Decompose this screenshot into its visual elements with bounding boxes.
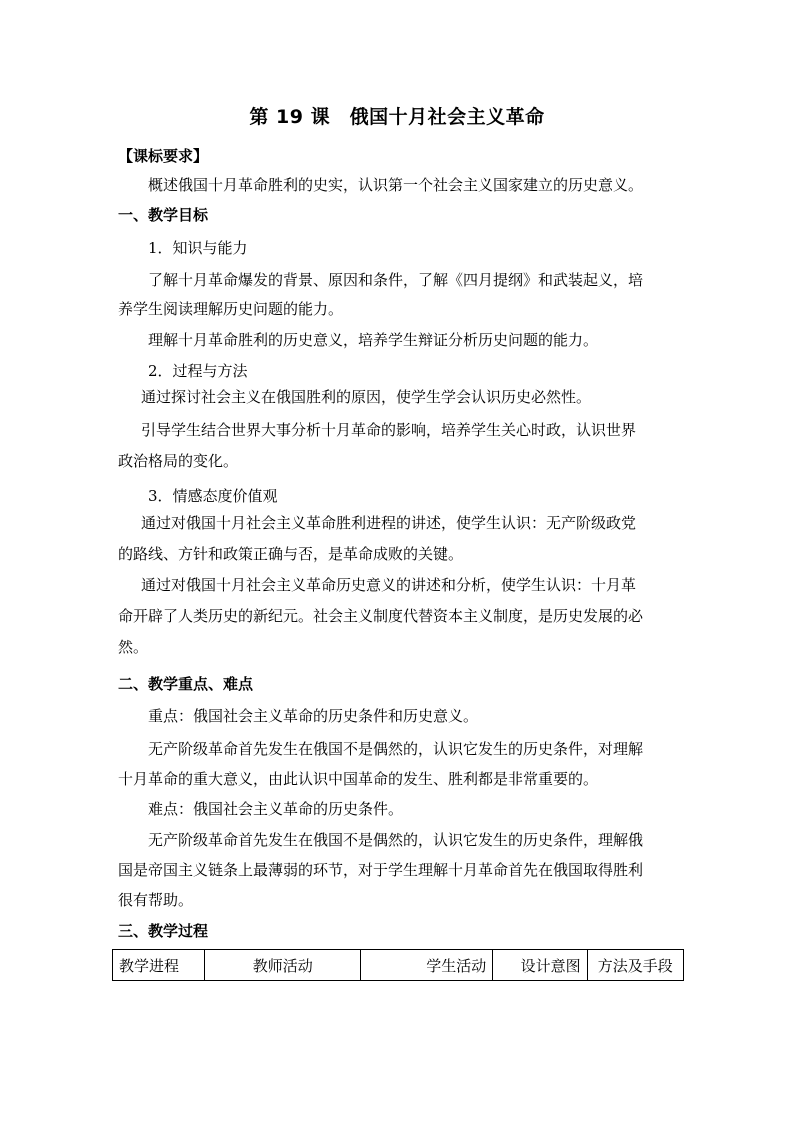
process-paragraph-1: 通过探讨社会主义在俄国胜利的原因，使学生学会认识历史必然性。 <box>141 388 592 406</box>
emotion-paragraph-2-line-2: 命开辟了人类历史的新纪元。社会主义制度代替资本主义制度，是历史发展的必 <box>118 607 644 625</box>
keypoint-difficulty-detail-line-1: 无产阶级革命首先发生在俄国不是偶然的，认识它发生的历史条件，理解俄 <box>148 831 644 849</box>
process-paragraph-2-line-2: 政治格局的变化。 <box>118 452 239 470</box>
column-header-student: 学生活动 <box>361 950 493 981</box>
knowledge-label: 1．知识与能力 <box>148 239 248 257</box>
keypoint-focus-detail-line-1: 无产阶级革命首先发生在俄国不是偶然的，认识它发生的历史条件，对理解 <box>148 740 644 758</box>
process-label: 2．过程与方法 <box>148 362 248 380</box>
standard-text: 概述俄国十月革命胜利的史实，认识第一个社会主义国家建立的历史意义。 <box>148 176 644 194</box>
emotion-paragraph-1-line-1: 通过对俄国十月社会主义革命胜利进程的讲述，使学生认识：无产阶级政党 <box>141 514 637 532</box>
keypoint-difficulty-detail-line-3: 很有帮助。 <box>118 891 194 909</box>
column-header-method: 方法及手段 <box>587 950 683 981</box>
process-paragraph-2-line-1: 引导学生结合世界大事分析十月革命的影响，培养学生关心时政，认识世界 <box>141 421 637 439</box>
column-header-design: 设计意图 <box>493 950 587 981</box>
emotion-paragraph-2-line-3: 然。 <box>118 638 149 656</box>
knowledge-paragraph-2: 理解十月革命胜利的历史意义，培养学生辩证分析历史问题的能力。 <box>148 331 599 349</box>
keypoint-difficulty-detail-line-2: 国是帝国主义链条上最薄弱的环节，对于学生理解十月革命首先在俄国取得胜利 <box>118 861 644 879</box>
keypoint-focus-detail-line-2: 十月革命的重大意义，由此认识中国革命的发生、胜利都是非常重要的。 <box>118 770 599 788</box>
procedure-heading: 三、教学过程 <box>118 922 209 940</box>
procedure-table <box>112 949 684 981</box>
objectives-heading: 一、教学目标 <box>118 206 209 224</box>
emotion-paragraph-2-line-1: 通过对俄国十月社会主义革命历史意义的讲述和分析，使学生认识：十月革 <box>141 576 637 594</box>
standard-heading: 【课标要求】 <box>118 147 209 165</box>
page-title: 第 19 课 俄国十月社会主义革命 <box>249 106 545 128</box>
emotion-label: 3．情感态度价值观 <box>148 487 278 505</box>
table-header-row <box>113 950 684 981</box>
keypoint-focus: 重点：俄国社会主义革命的历史条件和历史意义。 <box>148 707 479 725</box>
column-header-teacher: 教师活动 <box>205 950 361 981</box>
knowledge-paragraph-1-line-2: 养学生阅读理解历史问题的能力。 <box>118 300 344 318</box>
keypoint-difficulty: 难点：俄国社会主义革命的历史条件。 <box>148 800 404 818</box>
column-header-progress: 教学进程 <box>113 950 205 981</box>
knowledge-paragraph-1-line-1: 了解十月革命爆发的背景、原因和条件，了解《四月提纲》和武装起义，培 <box>148 271 644 289</box>
keypoints-heading: 二、教学重点、难点 <box>118 675 254 693</box>
emotion-paragraph-1-line-2: 的路线、方针和政策正确与否，是革命成败的关键。 <box>118 545 464 563</box>
